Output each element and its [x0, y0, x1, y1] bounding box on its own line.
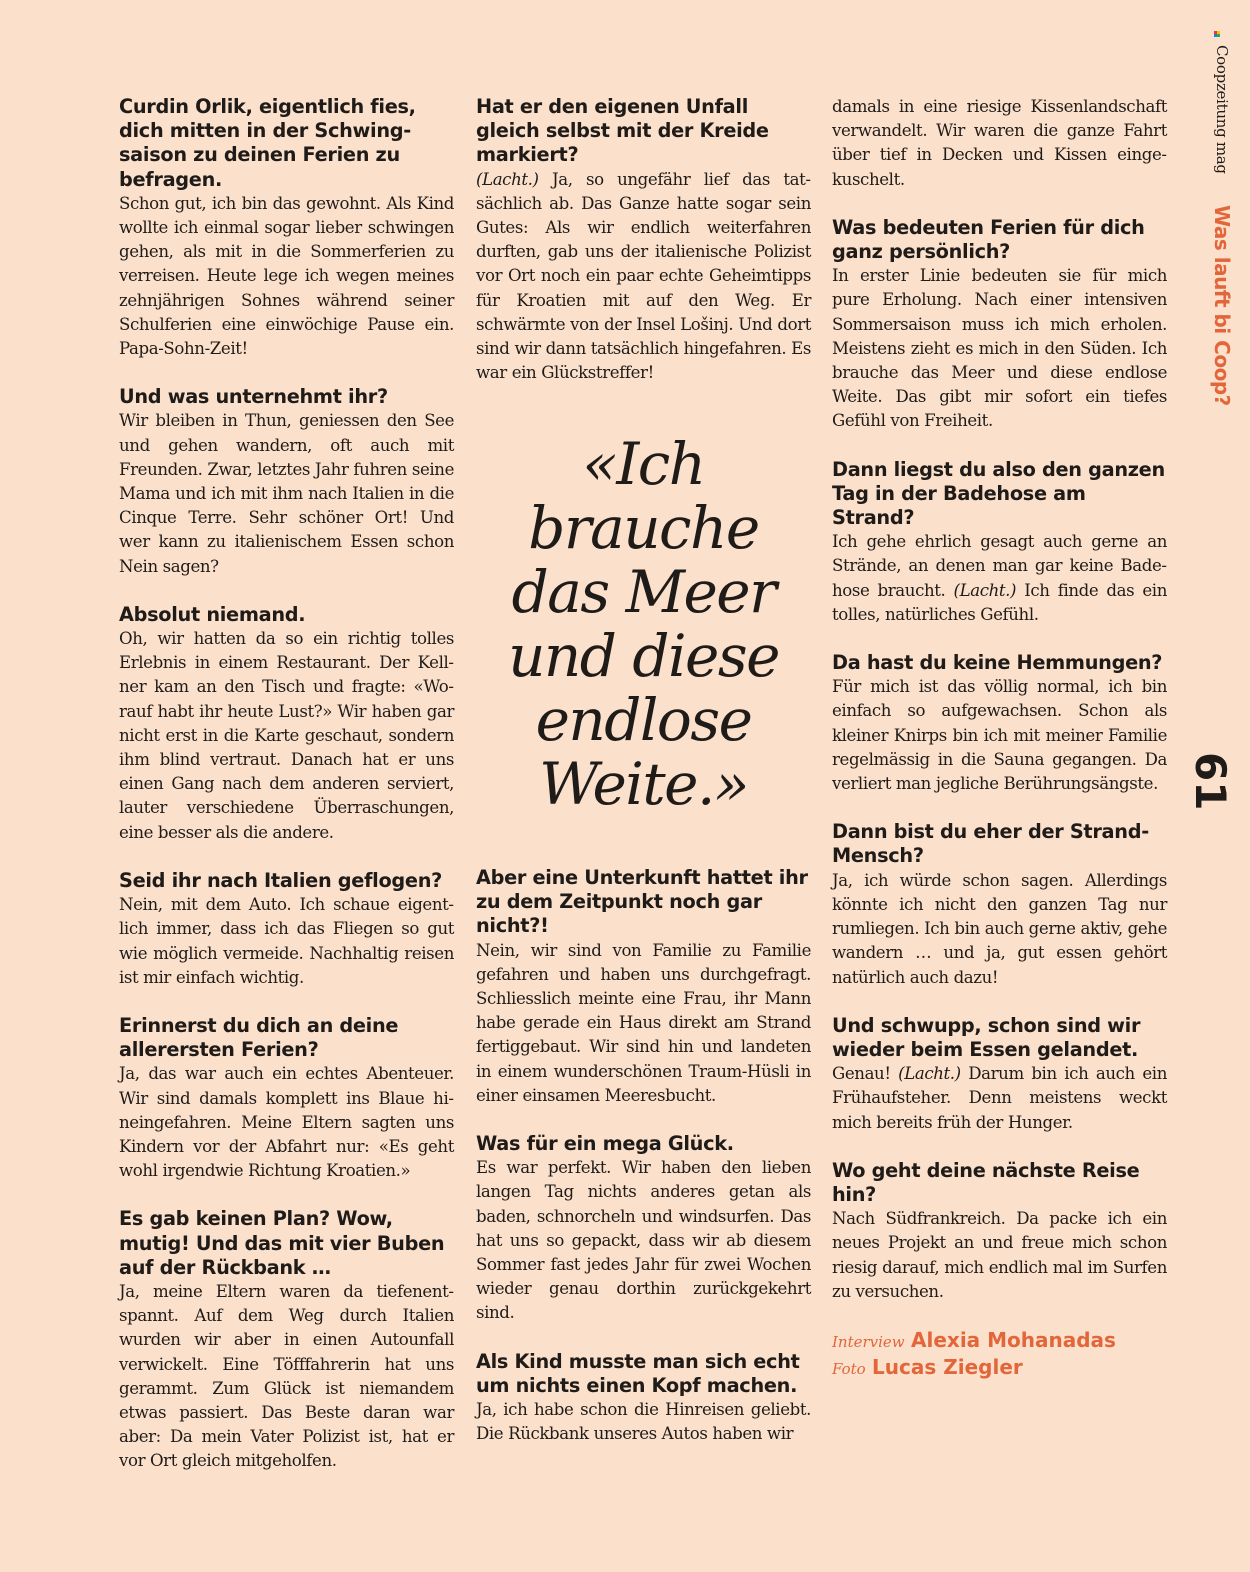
credits	[832, 1328, 1167, 1382]
interview-credit	[832, 1328, 1167, 1355]
answer: Nach Südfrankreich. Da packe ich ein neues Projekt an und freue mich schon riesig darauf, mich endlich mal im Surfen zu versuchen.	[832, 1209, 1167, 1301]
quote-line: brauche	[528, 494, 759, 562]
question: Hat er den eigenen Unfall gleich selbst mit der Kreide markiert?	[476, 95, 769, 167]
answer: Ja, ich würde schon sagen. Allerdings könnte ich nicht den ganzen Tag nur rumliegen. Ich bin auch gerne aktiv, gehe wandern … und ja, gut essen gehört natürlich auch dazu!	[832, 870, 1167, 987]
qa-block	[476, 866, 811, 1108]
question: Erinnerst du dich an deine allerersten Ferien?	[119, 1013, 399, 1062]
qa-block	[832, 1014, 1167, 1135]
qa-block	[832, 820, 1167, 989]
photo-label: Foto	[832, 1359, 866, 1378]
answer: Für mich ist das völlig normal, ich bin einfach so aufgewachsen. Schon als kleiner Knirps bin ich mit meiner Familie regelmässig in die Sauna gegangen. Da verliert man jegliche Berührungsängste.	[832, 677, 1167, 794]
column-2-bottom	[476, 866, 811, 1470]
qa-block	[832, 458, 1167, 627]
answer-text: Genau!	[832, 1064, 899, 1084]
magazine-name: Coopzeitung mag	[1213, 45, 1231, 174]
qa-block	[119, 385, 454, 579]
qa-block	[476, 1132, 811, 1326]
question: Curdin Orlik, eigentlich fies, dich mitten in der Schwingsaison zu deinen Ferien zu befragen.	[119, 95, 416, 191]
answer: Oh, wir hatten da so ein richtig tolles Erlebnis in einem Restaurant. Der Kellner kam an den Tisch und fragte: «Worauf habt ihr heute Lust?» Wir haben gar nicht erst in die Karte geschaut, sondern ihm blind vertraut. Danach hat er uns einen Gang nach dem anderen serviert, lauter verschiedene Überraschungen, eine besser als die andere.	[119, 629, 454, 842]
color-mark	[1214, 31, 1222, 37]
qa-block	[119, 603, 454, 845]
page-number: 61	[1186, 752, 1235, 811]
rubric-title: Was lauft bi Coop?	[1210, 204, 1234, 406]
question: Aber eine Unterkunft hattet ihr zu dem Zeitpunkt noch gar nicht?!	[476, 866, 808, 938]
qa-block	[832, 1159, 1167, 1304]
question: Als Kind musste man sich echt um nichts einen Kopf machen.	[476, 1349, 800, 1397]
answer-continued: damals in eine riesige Kissenlandschaft verwandelt. Wir waren die ganze Fahrt über tief in Decken und Kissen eingekuschelt.	[832, 97, 1167, 189]
answer: Nein, mit dem Auto. Ich schaue eigentlich immer, dass ich das Fliegen so gut wie möglich vermeide. Nachhaltig reisen ist mir einfach wichtig.	[119, 895, 454, 987]
answer-aside: (Lacht.)	[476, 169, 539, 189]
question: Dann bist du eher der Strand-Mensch?	[832, 820, 1149, 868]
answer-aside: (Lacht.)	[898, 1064, 961, 1084]
question: Da hast du keine Hemmungen?	[832, 651, 1163, 675]
qa-block	[832, 651, 1167, 796]
answer	[832, 530, 1167, 627]
answer: Ja, das war auch ein echtes Abenteuer. Wir sind damals komplett ins Blaue hineingefahren. Meine Eltern sagten uns Kindern vor der Abfahrt nur: «Es geht wohl irgendwie Richtung Kroatien.»	[119, 1064, 454, 1181]
column-3	[832, 95, 1167, 1382]
answer: Ja, ich habe schon die Hinreisen geliebt. Die Rückbank unseres Autos haben wir	[476, 1400, 811, 1444]
answer-text: Ich finde das ein tolles, natürliches Gefühl.	[832, 580, 1167, 624]
question: Was für ein mega Glück.	[476, 1132, 734, 1156]
pull-quote	[476, 432, 811, 816]
question: Seid ihr nach Italien geflogen?	[119, 868, 443, 892]
answer-text: Ja, so ungefähr lief das tatsächlich ab. Das Ganze hatte sogar sein Gutes: Als wir endlich weiterfahren durften, gab uns der italienische Polizist vor Ort noch ein paar echte Geheimtipps für Kroatien mit auf den Weg. Er schwärmte von der Insel Lošinj. Und dort sind wir dann tatsächlich hingefahren. Es war ein Glückstreffer!	[476, 169, 811, 383]
question: Dann liegst du also den ganzen Tag in der Badehose am Strand?	[832, 457, 1165, 530]
answer: Schon gut, ich bin das gewohnt. Als Kind wollte ich einmal sogar lieber schwingen gehen, als mit in die Sommerferien zu verreisen. Heute lege ich wegen meines zehnjährigen Sohnes während seiner Schulferien eine einwöchige Pause ein. Papa-Sohn-Zeit!	[119, 193, 454, 359]
qa-block	[476, 95, 811, 385]
answer-aside: (Lacht.)	[953, 580, 1017, 600]
question: Wo geht deine nächste Reise hin?	[832, 1158, 1140, 1206]
quote-line: und diese	[508, 622, 779, 690]
answer	[832, 1062, 1167, 1135]
answer-text: Ich gehe ehrlich gesagt auch gerne an Strände, an denen man gar keine Badehose braucht.	[832, 532, 1167, 600]
quote-line: Weite.»	[539, 750, 748, 818]
qa-block	[476, 1350, 811, 1447]
quote-line: «Ich	[582, 430, 705, 498]
answer: Wir bleiben in Thun, geniessen den See und gehen wandern, oft auch mit Freunden. Zwar, letztes Jahr fuhren seine Mama und ich mit ihm nach Italien in die Cinque Terre. Sehr schöner Ort! Und wer kann zu italienischem Essen schon Nein sagen?	[119, 411, 454, 576]
question: Und schwupp, schon sind wir wieder beim Essen gelandet.	[832, 1013, 1141, 1061]
quote-line: endlose	[535, 686, 752, 754]
answer: In erster Linie bedeuten sie für mich pure Erholung. Nach einer intensiven Sommersaison muss ich mich erholen. Meistens zieht es mich in den Süden. Ich brauche das Meer und diese endlose Weite. Das gibt mir sofort ein tiefes Gefühl von Freiheit.	[832, 266, 1167, 431]
answer: Es war perfekt. Wir haben den lieben langen Tag nichts anderes getan als baden, schnorcheln und windsurfen. Das hat uns so gepackt, dass wir ab diesem Sommer fast jedes Jahr für zwei Wochen wieder genau dorthin zurückgekehrt sind.	[476, 1158, 811, 1323]
answer	[476, 168, 811, 386]
question: Es gab keinen Plan? Wow, mutig! Und das mit vier Buben auf der Rückbank …	[119, 1207, 445, 1279]
quote-line: das Meer	[511, 558, 776, 626]
question: Und was unternehmt ihr?	[119, 385, 388, 409]
column-2	[476, 95, 811, 409]
qa-block	[119, 1207, 454, 1473]
interview-label: Interview	[832, 1332, 905, 1351]
question: Absolut niemand.	[119, 602, 306, 626]
answer: Nein, wir sind von Familie zu Familie gefahren und haben uns durchgefragt. Schliesslich meinte eine Frau, ihr Mann habe gerade ein Haus direkt am Strand fertiggebaut. Wir sind hin und landeten in einem wunderschönen Traum-Hüsli in einer einsamen Meeresbucht.	[476, 940, 811, 1105]
qa-block	[832, 216, 1167, 434]
qa-block	[119, 95, 454, 361]
answer: Ja, meine Eltern waren da tiefenentspannt. Auf dem Weg durch Italien wurden wir aber in einen Autounfall verwickelt. Eine Töfffahrerin hat uns gerammt. Zum Glück ist niemandem etwas passiert. Das Beste daran war aber: Da mein Vater Polizist ist, hat er vor Ort gleich mitgeholfen.	[119, 1281, 454, 1471]
sidebar	[1204, 45, 1234, 425]
column-1	[119, 95, 454, 1498]
interview-name: Alexia Mohanadas	[911, 1327, 1116, 1352]
question: Was bedeuten Ferien für dich ganz persönlich?	[832, 215, 1145, 264]
photo-name: Lucas Ziegler	[872, 1354, 1023, 1379]
qa-block	[119, 869, 454, 990]
photo-credit	[832, 1355, 1167, 1382]
answer-text: Darum bin ich auch ein Frühaufsteher. Denn meistens weckt mich bereits früh der Hunger.	[832, 1064, 1167, 1132]
qa-block	[119, 1014, 454, 1183]
